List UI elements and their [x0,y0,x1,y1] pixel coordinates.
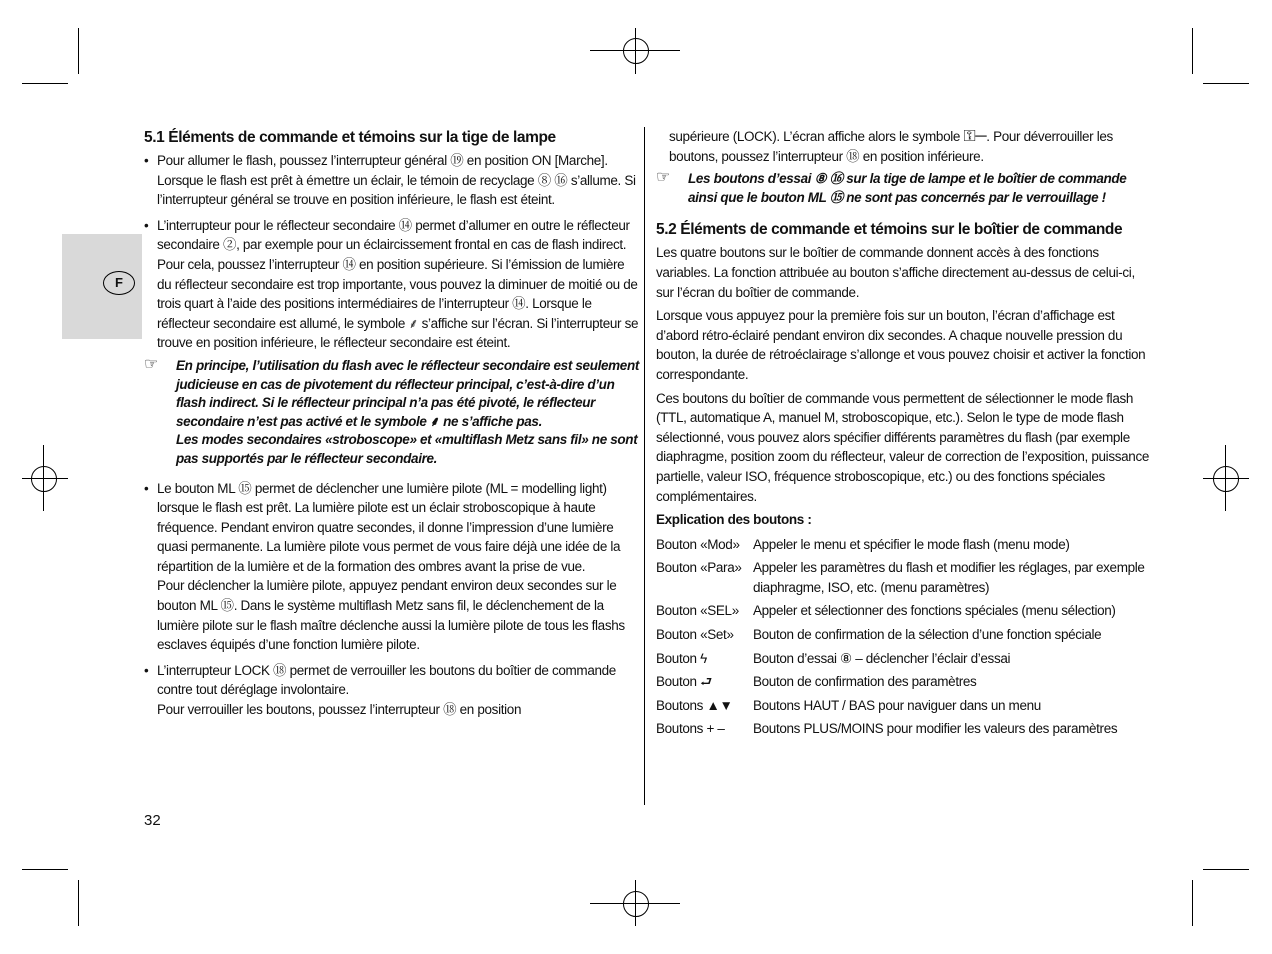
button-row [656,719,1152,739]
pointing-hand-icon: ☞ [144,355,158,373]
section-heading-5-2: 5.2 Éléments de commande et témoins sur le boîtier de commande [656,221,1123,239]
crop-mark [78,880,79,926]
crop-mark [1192,880,1193,926]
right-column [656,127,1152,743]
crop-mark [22,869,68,870]
button-row [656,649,1152,669]
column-divider [644,127,645,805]
registration-line [22,478,68,479]
button-name: Bouton ϟ [656,650,707,666]
crop-mark [1203,83,1249,84]
note-secondary-reflector [144,357,640,469]
button-desc: Appeler le menu et spécifier le mode flash (menu mode) [753,536,1070,552]
button-name: Boutons + – [656,721,725,737]
registration-mark [623,38,649,64]
registration-line [635,880,636,926]
registration-line [1225,445,1226,511]
button-name: Bouton «Mod» [656,536,740,552]
pointing-hand-icon: ☞ [656,169,670,187]
bullet-text: Le bouton ML ⑮ permet de déclencher une lumière pilote (ML = modelling light) lorsque le flash est prêt. La lumière pilote est un éclair stroboscopique à haute fréquence. Pendant environ quatre secondes, il donne l’impression d’une lumière quasi permanente. La lumière pilote vous permet de vous faire déjà une idée de la répartition de la lumière et de la formation des ombres avant la prise de vue. [157,480,621,574]
note-text: ne s’affiche pas. [443,413,542,429]
button-row [656,601,1152,621]
registration-line [1203,478,1249,479]
bullet-modelling-light [144,479,640,655]
button-desc: Bouton de confirmation de la sélection d’une fonction spéciale [753,627,1102,643]
bullet-text: L’interrupteur pour le réflecteur secondaire ⑭ permet d’allumer en outre le réflecteur secondaire ②, par exemple pour un éclaircissement frontal en cas de flash indirect. Pour cela, poussez l’interrupteur ⑭ en position supérieure. Si l’émission de lumière du réflecteur secondaire est trop importante, vous pouvez la diminuer de moitié ou de trois quart à l’aide des positions intermédiaires de l’interrupteur ⑭. Lorsque le réflecteur secondaire est allumé, le symbole [157,217,638,331]
bullet-secondary-reflector [144,216,640,353]
button-name: Bouton «Set» [656,627,734,643]
crop-mark [1192,28,1193,74]
button-desc: Bouton de confirmation des paramètres [753,674,977,690]
note-lock [656,170,1152,207]
button-desc: Boutons PLUS/MOINS pour modifier les valeurs des paramètres [753,721,1118,737]
secondary-reflector-icon: ⸙ [408,315,419,331]
note-text: En principe, l’utilisation du flash avec le réflecteur secondaire est seulement judicieuse en cas de pivotement du réflecteur principal, c’est-à-dire d’un flash indirect. Si le réflecteur principal n’a pas été pivoté, le réflecteur secondaire n’est pas activé et le symbole [176,357,640,429]
registration-mark [31,466,57,492]
buttons-list [656,535,1152,739]
button-name: Boutons ▲▼ [656,697,733,713]
left-column [144,127,640,724]
bullet-text: s’affiche sur l’écran. Si l’interrupteur se trouve en position inférieure, le réflecteur secondaire est éteint. [157,315,639,351]
crop-mark [1203,869,1249,870]
button-desc: Appeler et sélectionner des fonctions spéciales (menu sélection) [753,603,1116,619]
page-number: 32 [144,812,161,829]
registration-line [635,28,636,74]
bullet-text: Pour allumer le flash, poussez l’interrupteur général ⑲ en position ON [Marche]. Lorsque le flash est prêt à émettre un éclair, le témoin de recyclage ⑧ ⑯ s’allume. Si l’interrupteur général se trouve en position inférieure, le flash est éteint. [157,153,636,208]
secondary-reflector-icon: ⸙ [429,413,440,429]
bullet-text: L’interrupteur LOCK ⑱ permet de verrouiller les boutons du boîtier de commande contre tout déréglage involontaire. [157,662,616,698]
button-name: Bouton ⮐ [656,674,712,690]
button-row [656,672,1152,692]
button-row [656,558,1152,597]
button-row [656,696,1152,716]
registration-mark [1213,466,1239,492]
button-desc: Bouton d’essai ⑧ – déclencher l’éclair d’essai [753,650,1011,666]
note-text: Les boutons d’essai ⑧ ⑯ sur la tige de lampe et le boîtier de commande ainsi que le bouton ML ⑮ ne sont pas concernés par le verrouillage ! [688,171,1127,205]
button-name: Bouton «SEL» [656,603,739,619]
note-text: Les modes secondaires «stroboscope» et «multiflash Metz sans fil» ne sont pas supportés par le réflecteur secondaire. [176,432,638,466]
bullet-text: Pour déclencher la lumière pilote, appuyez pendant environ deux secondes sur le bouton ML ⑮. Dans le système multiflash Metz sans fil, le déclenchement de la lumière pilote sur le flash maître déclenche aussi la lumière pilote de tous les flashs esclaves équipés d’une fonction lumière pilote. [157,578,625,653]
lock-continuation: supérieure (LOCK). L’écran affiche alors le symbole ⚿─. Pour déverrouiller les boutons, poussez l’interrupteur ⑱ en position inférieure. [669,128,1113,164]
bullet-text: Pour verrouiller les boutons, poussez l’interrupteur ⑱ en position [157,702,522,718]
language-badge: F [103,271,135,295]
bullet-main-switch [144,151,640,210]
paragraph: Ces boutons du boîtier de commande vous permettent de sélectionner le mode flash (TTL, automatique A, manuel M, stroboscopique, etc.). Selon le type de mode flash sélectionné, vous pouvez alors spécifier différents paramètres du flash (par exemple diaphragme, position zoom du réflecteur, valeur de correction de l’exposition, puissance partielle, valeur ISO, fréquence stroboscopique, etc.) ou des fonctions spéciales complémentaires. [656,390,1149,504]
registration-mark [623,891,649,917]
button-desc: Boutons HAUT / BAS pour naviguer dans un menu [753,697,1041,713]
paragraph: Lorsque vous appuyez pour la première fois sur un bouton, l’écran d’affichage est d’abord rétro-éclairé pendant environ dix secondes. A chaque nouvelle pression du bouton, la durée de rétroéclairage s’allonge et vous pouvez choisir et activer la fonction correspondante. [656,308,1146,382]
buttons-explanation-title: Explication des boutons : [656,512,812,528]
section-heading-5-1: 5.1 Éléments de commande et témoins sur la tige de lampe [144,129,556,146]
button-desc: Appeler les paramètres du flash et modifier les réglages, par exemple diaphragme, ISO, etc. (menu paramètres) [753,560,1145,595]
paragraph: Les quatre boutons sur le boîtier de commande donnent accès à des fonctions variables. La fonction attribuée au bouton s’affiche directement au-dessus de celui-ci, sur l’écran du boîtier de commande. [656,245,1135,300]
key-icon: ⚿─ [963,128,987,145]
button-name: Bouton «Para» [656,560,742,576]
crop-mark [78,28,79,74]
button-row [656,625,1152,645]
crop-mark [22,83,68,84]
registration-line [43,445,44,511]
button-row [656,535,1152,555]
bullet-lock-switch [144,661,640,720]
